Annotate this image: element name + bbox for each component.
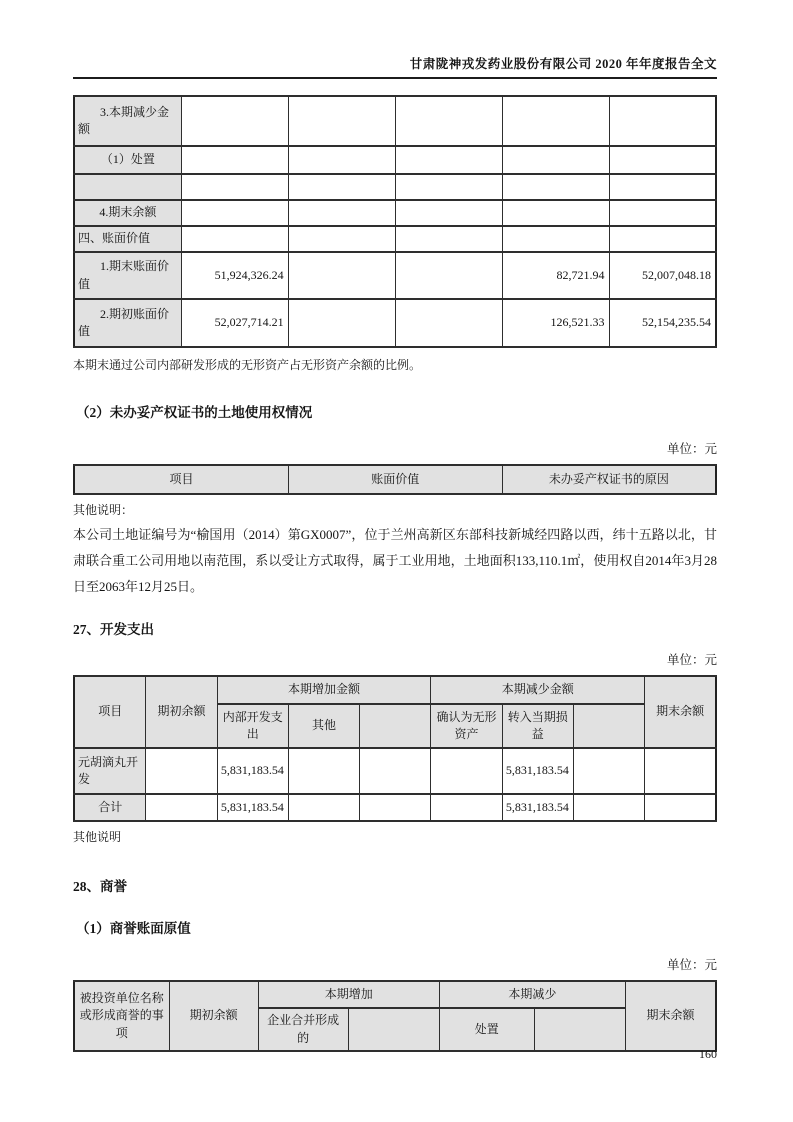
value-cell [395, 146, 502, 174]
value-cell [360, 794, 431, 821]
value-cell [288, 299, 395, 347]
header-cell [348, 1008, 439, 1051]
header-cell: 期末余额 [625, 981, 716, 1051]
value-cell [395, 252, 502, 299]
value-cell [181, 226, 288, 252]
header-cell: 内部开发支出 [217, 704, 288, 748]
value-cell: 126,521.33 [502, 299, 609, 347]
row-label-cell [74, 174, 181, 200]
header-cell: 本期减少金额 [431, 676, 645, 704]
table-header-row [74, 676, 716, 704]
header-cell: 本期增加 [258, 981, 439, 1008]
header-cell: 被投资单位名称或形成商誉的事项 [74, 981, 169, 1051]
value-cell: 52,007,048.18 [609, 252, 716, 299]
header-cell: 期初余额 [169, 981, 258, 1051]
unit-label: 单位：元 [666, 653, 717, 667]
value-cell [288, 174, 395, 200]
table-header-row [74, 465, 716, 494]
value-cell [609, 174, 716, 200]
table-row [74, 794, 716, 821]
section-heading-development: 27、开发支出 [73, 622, 154, 637]
value-cell [502, 226, 609, 252]
header-cell [534, 1008, 625, 1051]
table-row [74, 252, 716, 299]
value-cell [502, 174, 609, 200]
value-cell [288, 96, 395, 146]
header-cell: 项目 [74, 676, 146, 748]
row-label-cell: 合计 [74, 794, 146, 821]
value-cell [609, 96, 716, 146]
value-cell [395, 174, 502, 200]
goodwill-table [73, 980, 717, 1052]
value-cell [431, 748, 502, 794]
value-cell [395, 299, 502, 347]
table-row [74, 748, 716, 794]
value-cell [431, 794, 502, 821]
value-cell [360, 748, 431, 794]
header-cell: 其他 [288, 704, 359, 748]
value-cell: 52,154,235.54 [609, 299, 716, 347]
value-cell [395, 226, 502, 252]
land-certificate-paragraph: 本公司土地证编号为“榆国用（2014）第GX0007”，位于兰州高新区东部科技新城经四路以西，纬十五路以北，甘肃联合重工公司用地以南范围，系以受让方式取得，属于工业用地，土地面积133,110.1㎡，使用权自2014年3月28日至2063年12月25日。 [73, 527, 717, 594]
value-cell [609, 146, 716, 174]
value-cell [181, 174, 288, 200]
value-cell: 51,924,326.24 [181, 252, 288, 299]
value-cell: 5,831,183.54 [502, 794, 573, 821]
value-cell [146, 748, 217, 794]
intangible-assets-table [73, 95, 717, 348]
value-cell [645, 794, 716, 821]
page-number: 160 [699, 1047, 717, 1061]
table-row [74, 146, 716, 174]
header-cell [573, 704, 644, 748]
value-cell: 5,831,183.54 [217, 748, 288, 794]
header-cell: 账面价值 [288, 465, 502, 494]
value-cell [573, 748, 644, 794]
table-row [74, 174, 716, 200]
value-cell [181, 96, 288, 146]
header-cell: 确认为无形资产 [431, 704, 502, 748]
value-cell [573, 794, 644, 821]
value-cell: 82,721.94 [502, 252, 609, 299]
value-cell [146, 794, 217, 821]
table-row [74, 299, 716, 347]
header-cell: 本期减少 [439, 981, 625, 1008]
table-row [74, 96, 716, 146]
value-cell: 52,027,714.21 [181, 299, 288, 347]
header-cell: 转入当期损益 [502, 704, 573, 748]
value-cell [288, 146, 395, 174]
value-cell [288, 226, 395, 252]
value-cell [609, 226, 716, 252]
value-cell [288, 252, 395, 299]
value-cell [645, 748, 716, 794]
header-cell: 期初余额 [146, 676, 217, 748]
table-row [74, 200, 716, 226]
other-notes-label: 其他说明 [73, 830, 122, 844]
development-expenditure-table [73, 675, 717, 822]
value-cell [609, 200, 716, 226]
other-notes-label: 其他说明： [73, 503, 134, 517]
value-cell [181, 146, 288, 174]
header-cell: 项目 [74, 465, 288, 494]
value-cell: 5,831,183.54 [217, 794, 288, 821]
table-footnote: 本期末通过公司内部研发形成的无形资产占无形资产余额的比例。 [73, 358, 422, 372]
header-cell: 处置 [439, 1008, 534, 1051]
row-label-cell: （1）处置 [74, 146, 181, 174]
section-heading-goodwill-original-value: （1）商誉账面原值 [76, 921, 191, 936]
header-cell: 未办妥产权证书的原因 [502, 465, 716, 494]
land-use-rights-table [73, 464, 717, 495]
row-label-cell: 元胡滴丸开发 [74, 748, 146, 794]
row-label-cell: 1.期末账面价值 [74, 252, 181, 299]
row-label-cell: 2.期初账面价值 [74, 299, 181, 347]
header-cell: 本期增加金额 [217, 676, 431, 704]
header-cell: 期末余额 [645, 676, 716, 748]
value-cell [181, 200, 288, 226]
row-label-cell: 4.期末余额 [74, 200, 181, 226]
value-cell [288, 794, 359, 821]
unit-label: 单位：元 [666, 442, 717, 456]
value-cell [288, 200, 395, 226]
section-heading-land-use: （2）未办妥产权证书的土地使用权情况 [76, 405, 313, 420]
value-cell [502, 146, 609, 174]
unit-label: 单位：元 [666, 958, 717, 972]
report-header-title: 甘肃陇神戎发药业股份有限公司 2020 年年度报告全文 [73, 0, 717, 79]
value-cell [395, 200, 502, 226]
table-row [74, 226, 716, 252]
header-cell: 企业合并形成的 [258, 1008, 348, 1051]
value-cell: 5,831,183.54 [502, 748, 573, 794]
value-cell [395, 96, 502, 146]
row-label-cell: 3.本期减少金额 [74, 96, 181, 146]
value-cell [288, 748, 359, 794]
value-cell [502, 96, 609, 146]
section-heading-goodwill: 28、商誉 [73, 879, 127, 894]
row-label-cell: 四、账面价值 [74, 226, 181, 252]
table-header-row [74, 981, 716, 1008]
value-cell [502, 200, 609, 226]
header-cell [360, 704, 431, 748]
